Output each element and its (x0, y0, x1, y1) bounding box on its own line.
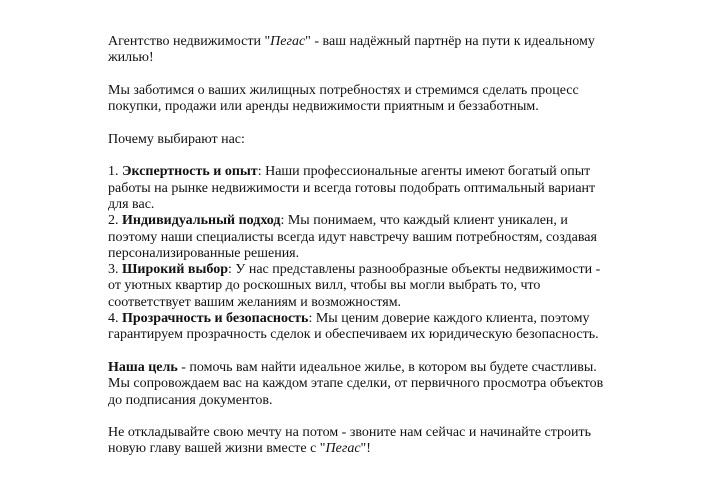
list-item-text: : Мы ценим доверие каждого клиента, поэтому гарантируем прозрачность сделок и обеспечиваем их юридическую безопасность. (108, 311, 599, 343)
list-item-title: Прозрачность и безопасность (122, 311, 309, 327)
intro-paragraph (108, 34, 608, 67)
list-item (108, 262, 608, 311)
list-item-number: 3. (108, 262, 122, 278)
closing-paragraph (108, 425, 608, 458)
goal-paragraph (108, 360, 608, 409)
paragraph-gap (108, 115, 608, 131)
intro-brand-name: Пегас (270, 34, 306, 49)
list-item-title: Индивидуальный подход (122, 213, 281, 229)
paragraph-gap (108, 148, 608, 164)
care-paragraph: Мы заботимся о ваших жилищных потребностях и стремимся сделать процесс покупки, продажи или аренды недвижимости приятным и беззаботным. (108, 82, 579, 115)
reasons-list (108, 164, 608, 343)
list-item (108, 311, 608, 344)
list-item (108, 164, 608, 213)
closing-text-after: "! (360, 441, 371, 457)
goal-title: Наша цель (108, 359, 178, 375)
intro-text-before: Агентство недвижимости " (108, 34, 271, 49)
list-item-number: 4. (108, 311, 122, 327)
goal-text: - помочь вам найти идеальное жилье, в котором вы будете счастливы. Мы сопровождаем вас на каждом этапе сделки, от первичного просмотра объектов до подписания документов. (108, 359, 604, 408)
paragraph-gap (108, 344, 608, 360)
paragraph-gap (108, 409, 608, 425)
closing-brand-name: Пегас (325, 441, 361, 457)
list-item-text: : У нас представлены разнообразные объекты недвижимости - от уютных квартир до роскошных вилл, чтобы вы могли выбрать то, что соответствует вашим желаниям и возможностям. (108, 262, 601, 310)
paragraph-gap (108, 67, 608, 83)
list-item-number: 1. (108, 164, 122, 180)
list-item-number: 2. (108, 213, 122, 229)
list-item-title: Экспертность и опыт (122, 164, 258, 180)
why-heading: Почему выбирают нас: (108, 131, 245, 147)
list-item (108, 213, 608, 262)
list-item-text: : Наши профессиональные агенты имеют богатый опыт работы на рынке недвижимости и всегда готовы подобрать оптимальный вариант для вас. (108, 164, 596, 212)
document-body (108, 34, 608, 458)
list-item-title: Широкий выбор (122, 262, 229, 278)
intro-text-after: " - ваш надёжный партнёр на пути к идеальному жилью! (108, 34, 595, 66)
closing-text-before: Не откладывайте свою мечту на потом - звоните нам сейчас и начинайте строить новую главу вашей жизни вместе с " (108, 425, 592, 457)
list-item-text: : Мы понимаем, что каждый клиент уникален, и поэтому наши специалисты всегда идут навстречу вашим потребностям, создавая персонализированные решения. (108, 213, 597, 261)
